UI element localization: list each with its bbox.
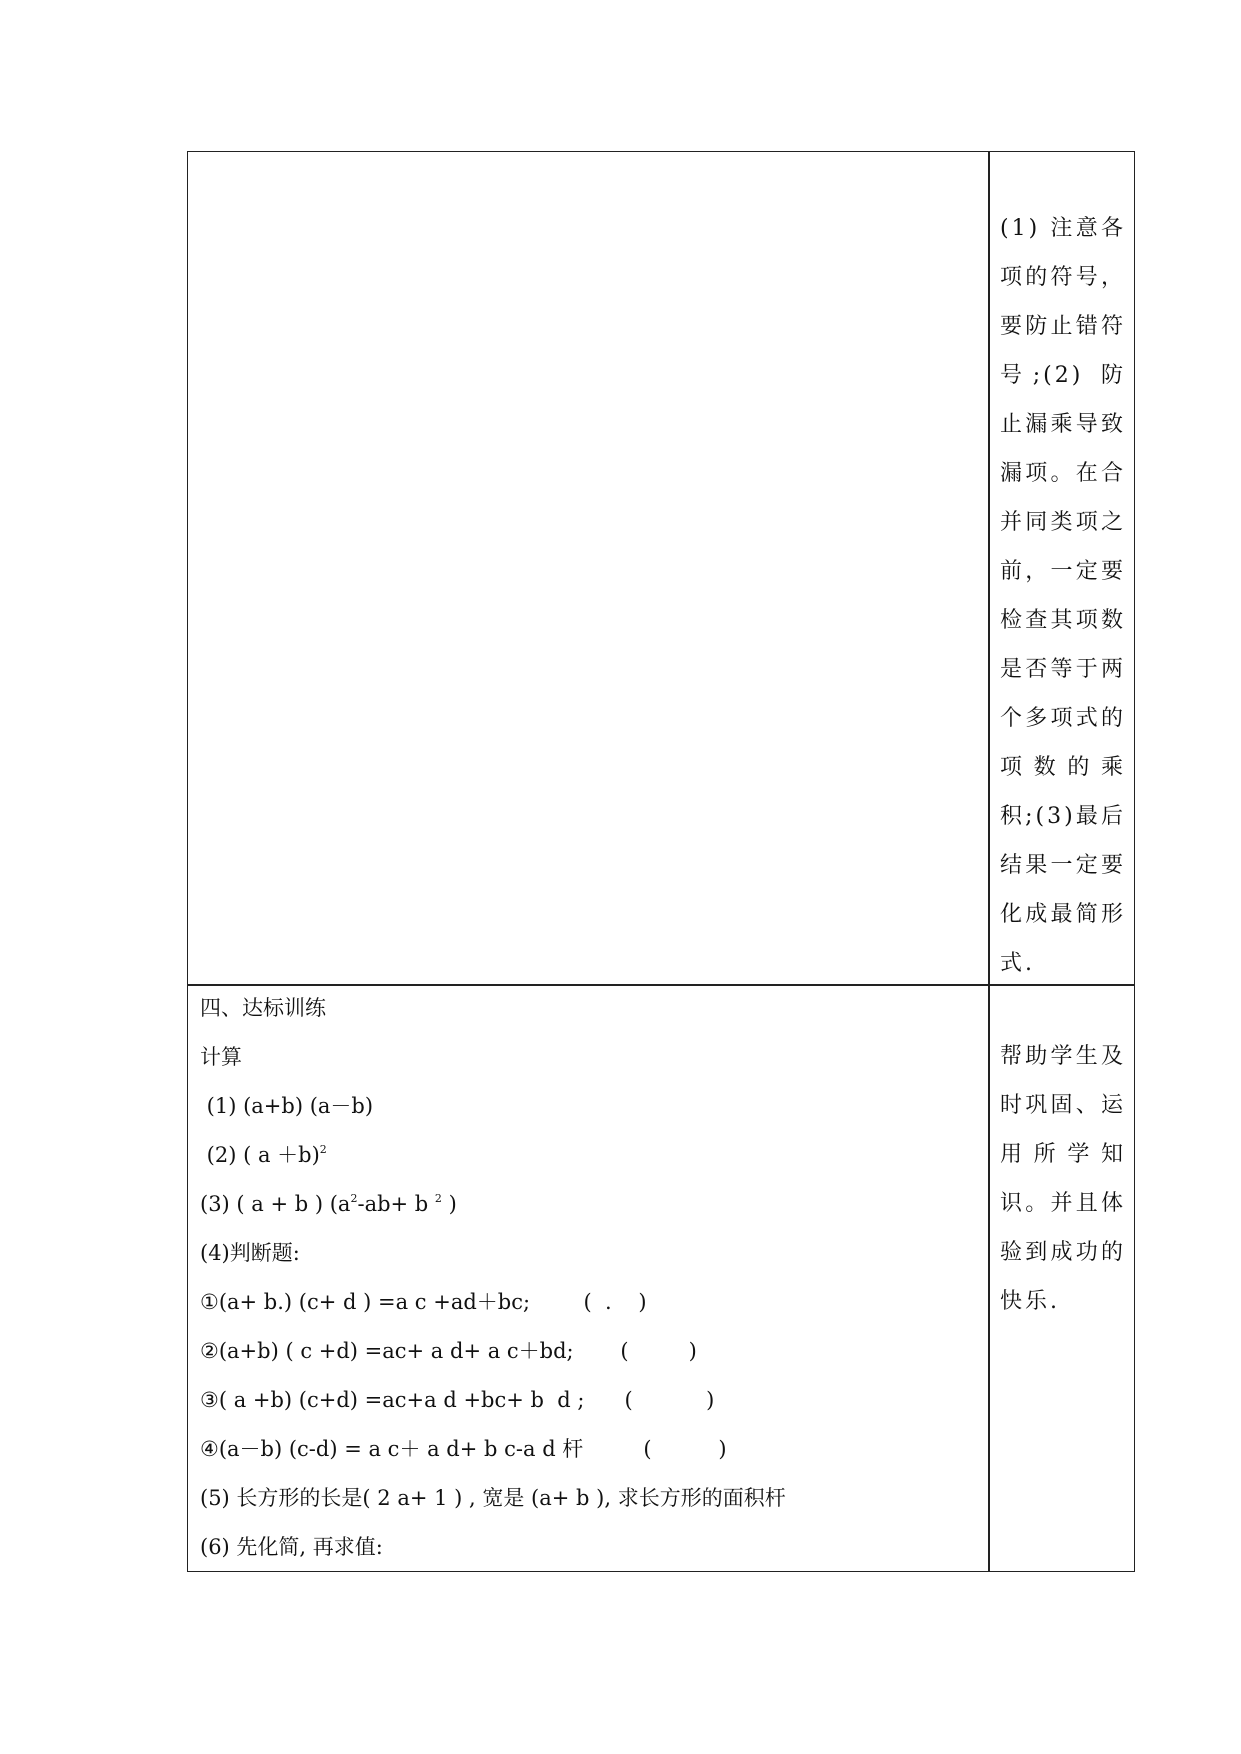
upper-right-note: (1) 注意各项的符号，要防止错符号;(2) 防止漏乘导致漏项。在合并同类项之前，一定要检查其项数是否等于两个多项式的项数的乘积;(3)最后结果一定要化成最简形式. [1000, 216, 1126, 976]
problem-1: (1) (a+b) (a－b) [200, 1094, 374, 1118]
lesson-table [187, 151, 1135, 1572]
exercise-section [200, 984, 980, 1572]
problem-3: (3) ( a + b ) ($a^2-ab+ b$ $^2$ ) [200, 1192, 457, 1216]
lower-right-note: 帮助学生及时巩固、运用所学知识。并且体验到成功的快乐. [1000, 1044, 1126, 1314]
problem-2: (2) ( a ＋b)$^2$ [200, 1143, 327, 1167]
section-title: 四、达标训练 [200, 996, 326, 1020]
problem-5: (5) 长方形的长是( 2 a+ 1 ) , 宽是 (a+ b ), 求长方形的面积杆 [200, 1486, 786, 1510]
problem-6: (6) 先化简, 再求值: [200, 1535, 383, 1559]
judgement-3: ③( a +b) (c+d) =ac+a d +bc+ b d ; ( ) [200, 1388, 715, 1412]
column-divider [988, 152, 990, 1571]
judgement-2: ②(a+b) ( c +d) =ac+ a d+ a c＋bd; ( ) [200, 1339, 697, 1363]
problem-4-heading: (4)判断题: [200, 1241, 300, 1265]
judgement-4: ④(a－b) (c-d) = a c＋ a d+ b c-a d 杆 ( ) [200, 1437, 727, 1461]
compute-label: 计算 [200, 1045, 242, 1069]
judgement-1: ①(a+ b.) (c+ d ) =a c +ad＋bc; ( . ) [200, 1290, 647, 1314]
